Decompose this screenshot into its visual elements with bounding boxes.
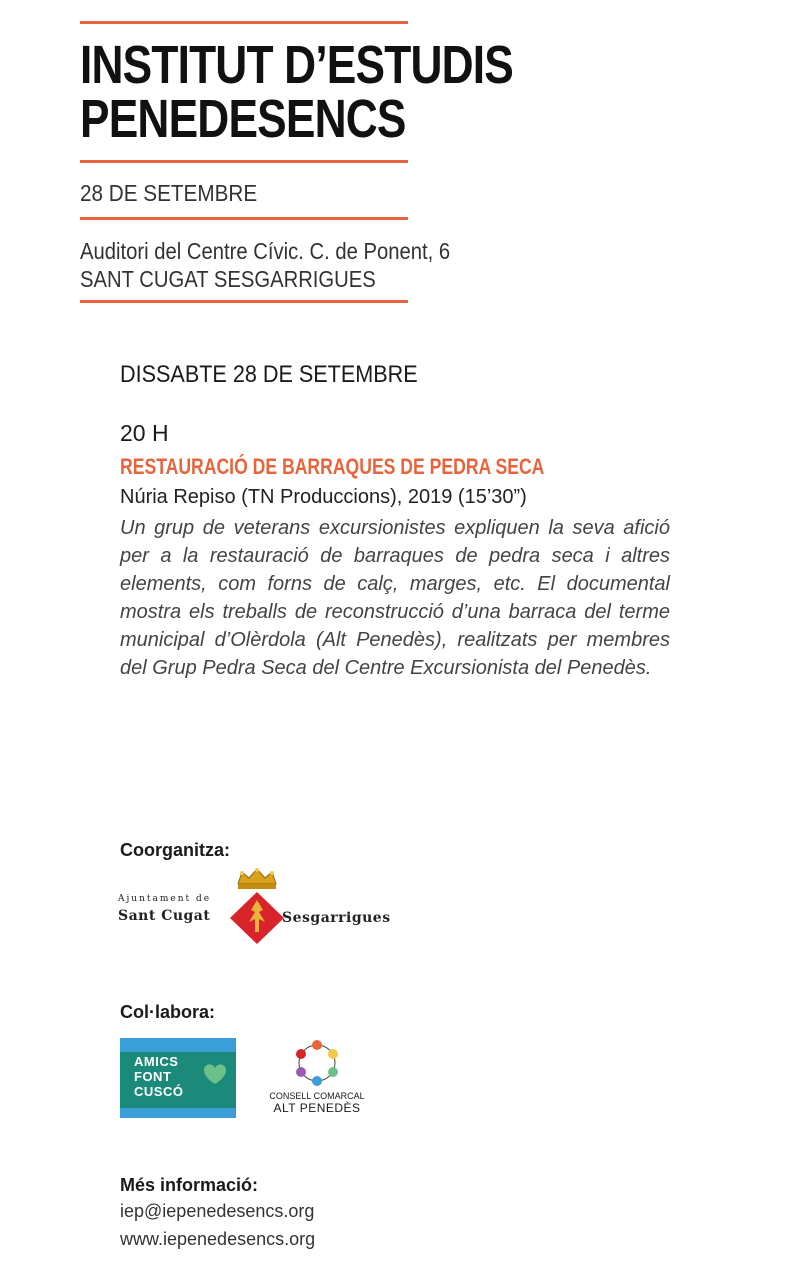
municipal-shield-icon <box>222 866 292 948</box>
consell-comarcal-logo <box>262 1038 372 1122</box>
sant-cugat-logo-right: Sesgarrigues <box>282 910 391 926</box>
sant-cugat-logo-small: Ajuntament de <box>118 894 212 904</box>
top-rule <box>80 21 408 24</box>
amics-logo-text <box>134 1054 183 1099</box>
event-title: RESTAURACIÓ DE BARRAQUES DE PEDRA SECA <box>120 454 545 479</box>
sant-cugat-logo <box>118 866 408 948</box>
event-description: Un grup de veterans excursionistes expliquen la seva afició per a la restauració de barraques de pedra seca i altres elements, com forns de calç, marges, etc. El documental mostra els treballs de reconstrucció d’una barraca del terme municipal d’Olèrdola (Alt Penedès), realitzats per membres del Grup Pedra Seca del Centre Excursionista del Penedès. <box>120 517 670 679</box>
date-rule <box>80 217 408 220</box>
page-title <box>80 35 513 149</box>
coorganizer-label: Coorganitza: <box>120 840 230 860</box>
more-info-label: Més informació: <box>120 1175 259 1195</box>
programme-hour: 20 H <box>120 420 169 446</box>
contact-email-link[interactable]: iep@iepenedesencs.org <box>120 1201 315 1221</box>
event-date: 28 DE SETEMBRE <box>80 180 258 206</box>
venue-line-2: SANT CUGAT SESGARRIGUES <box>80 266 376 292</box>
title-rule <box>80 160 408 163</box>
ccap-line-1: CONSELL COMARCAL <box>269 1091 365 1101</box>
collaborators-label: Col·labora: <box>120 1002 216 1022</box>
venue <box>80 237 450 293</box>
title-line-1: INSTITUT D’ESTUDIS <box>80 35 513 95</box>
amics-font-cusco-logo <box>120 1038 236 1118</box>
title-line-2: PENEDESENCS <box>80 89 406 149</box>
venue-line-1: Auditori del Centre Cívic. C. de Ponent, 6 <box>80 238 451 264</box>
people-circle-icon <box>262 1038 372 1088</box>
programme-day: DISSABTE 28 DE SETEMBRE <box>120 361 418 388</box>
venue-rule <box>80 300 408 303</box>
amics-line-1: AMICS <box>134 1054 179 1069</box>
ccap-line-2: ALT PENEDÈS <box>273 1101 361 1115</box>
event-credit: Núria Repiso (TN Produccions), 2019 (15’30”) <box>120 486 527 508</box>
website-link[interactable]: www.iepenedesencs.org <box>120 1229 316 1249</box>
consell-comarcal-text <box>262 1090 372 1114</box>
amics-line-2: FONT <box>134 1069 172 1084</box>
sant-cugat-logo-left: Sant Cugat <box>118 908 211 924</box>
amics-line-3: CUSCÓ <box>134 1084 184 1099</box>
